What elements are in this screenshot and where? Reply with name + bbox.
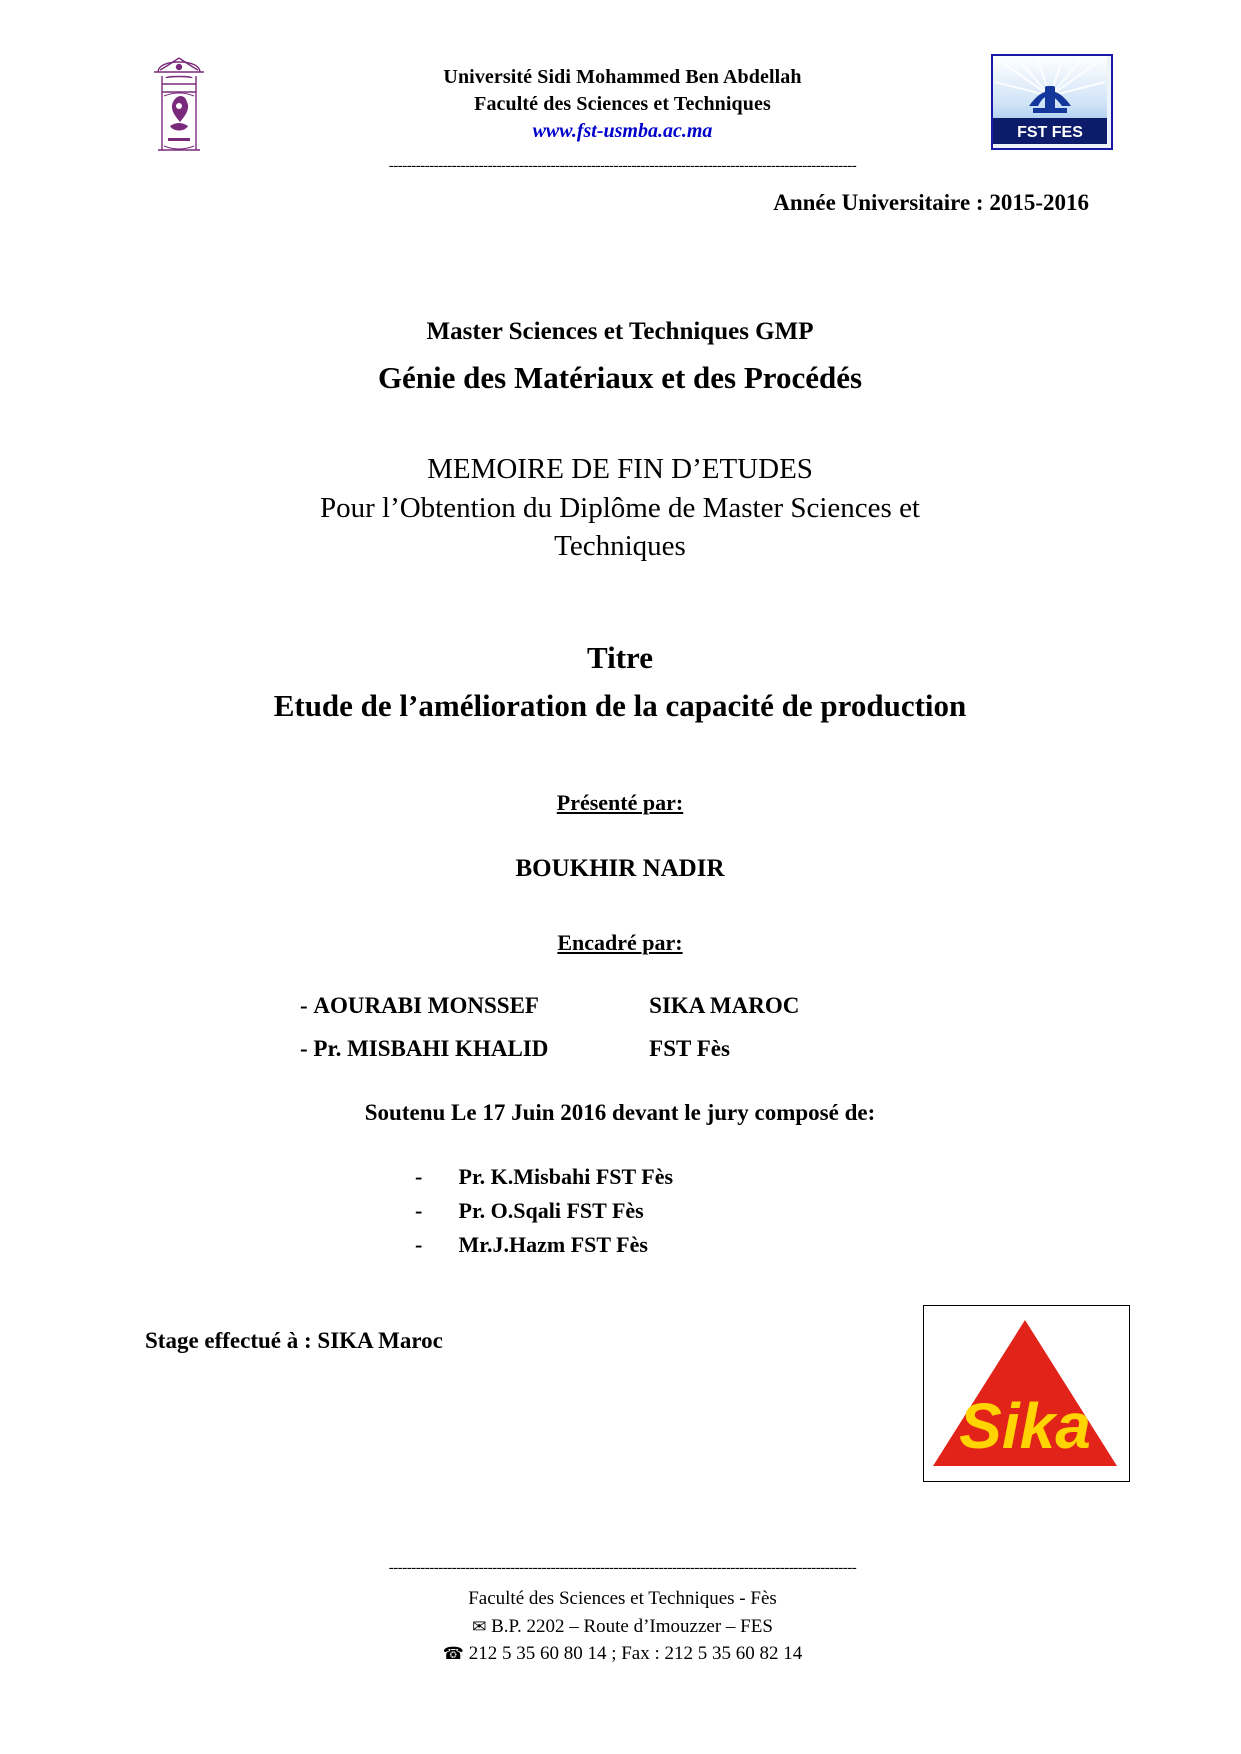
supervised-by-label: Encadré par: [557, 930, 683, 955]
jury-list [415, 1160, 1015, 1262]
thesis-title: Etude de l’amélioration de la capacité de production [273, 688, 967, 723]
jury-member-name: Pr. K.Misbahi FST Fès [458, 1164, 674, 1189]
sika-logo [923, 1305, 1130, 1482]
jury-member-name: Mr.J.Hazm FST Fès [458, 1232, 648, 1258]
document-purpose-line-2: Techniques [554, 530, 686, 563]
faculty-website[interactable]: www.fst-usmba.ac.ma [532, 120, 713, 142]
footer-phone-row [140, 1640, 1105, 1668]
header-text-block [140, 64, 1105, 145]
telephone-icon: ☎ [442, 1644, 464, 1665]
envelope-icon: ✉ [472, 1616, 487, 1637]
registered-mark: ® [1105, 1433, 1117, 1450]
fst-fes-logo [991, 54, 1113, 150]
master-program-line: Master Sciences et Techniques GMP [426, 318, 814, 345]
supervisor-name: Pr. MISBAHI KHALID [313, 1035, 549, 1061]
defense-line: Soutenu Le 17 Juin 2016 devant le jury composé de: [364, 1100, 876, 1125]
footer-phone: 212 5 35 60 80 14 ; Fax : 212 5 35 60 82 14 [468, 1643, 803, 1665]
header-divider: -------------------------------------------------------------------------------------------------------- [388, 158, 857, 174]
list-item [415, 1194, 1015, 1228]
jury-member-name: Pr. O.Sqali FST Fès [458, 1198, 644, 1224]
list-item [300, 1028, 1000, 1071]
footer-faculty: Faculté des Sciences et Techniques - Fès [468, 1588, 777, 1609]
list-item [300, 985, 1000, 1028]
jury-dash: - [415, 1164, 423, 1189]
page-footer [140, 1585, 1105, 1668]
list-item [415, 1228, 1015, 1262]
title-label: Titre [586, 640, 653, 675]
fst-logo-text: FST FES [1017, 124, 1083, 141]
university-name: Université Sidi Mohammed Ben Abdellah [443, 66, 802, 88]
jury-dash: - [415, 1198, 423, 1224]
sika-wordmark: Sika [959, 1390, 1091, 1462]
faculty-name: Faculté des Sciences et Techniques [474, 93, 771, 115]
academic-year: Année Universitaire : 2015-2016 [773, 190, 1089, 215]
supervisor-dash: - [300, 993, 308, 1018]
supervisor-dash: - [300, 1035, 308, 1061]
document-type: MEMOIRE DE FIN D’ETUDES [427, 453, 813, 485]
document-type-block [120, 450, 1120, 566]
author-name: BOUKHIR NADIR [515, 855, 725, 882]
footer-divider: -------------------------------------------------------------------------------------------------------- [388, 1560, 857, 1576]
document-purpose-line-1: Pour l’Obtention du Diplôme de Master Sciences et [319, 491, 920, 524]
presented-by-label: Présenté par: [556, 790, 684, 815]
page-header [140, 48, 1105, 148]
jury-dash: - [415, 1232, 423, 1258]
internship-line: Stage effectué à : SIKA Maroc [145, 1328, 443, 1353]
supervisor-org: FST Fès [649, 1035, 730, 1061]
master-program-title: Génie des Matériaux et des Procédés [377, 360, 863, 395]
supervisor-org: SIKA MAROC [649, 993, 800, 1018]
footer-address: B.P. 2202 – Route d’Imouzzer – FES [491, 1615, 773, 1637]
supervisor-name: AOURABI MONSSEF [313, 993, 539, 1018]
list-item [415, 1160, 1015, 1194]
footer-address-row [140, 1613, 1105, 1641]
supervisors-list [300, 985, 1000, 1070]
